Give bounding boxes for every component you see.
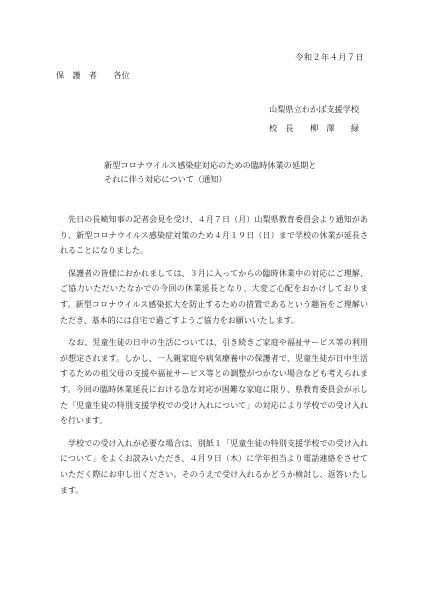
body-paragraph-1: 先日の長崎知事の記者会見を受け、４月７日（月）山梨県教育委員会より通知があり、新型コロナウイルス感染症対策のため４月１９日（日）まで学校の休業が延長されることになりました。: [60, 215, 368, 256]
subject-line-2: それに伴う対応について（通知）: [104, 174, 227, 184]
recipient-line: 保 護 者 各位: [56, 70, 130, 80]
body-paragraph-4: 学校での受け入れが必要な場合は、別紙１「児童生徒の特別支援学校での受け入れについて」をよくお読みいただき、４月９日（木）に学年担当より電話連絡をさせていただく際にお申し出ください。そのうえで受け入れるかどうか検討し、返答いたします。: [60, 438, 368, 495]
subject-line-1: 新型コロナウイルス感染症対応のための臨時休業の延期と: [104, 160, 317, 170]
document-body: [60, 212, 368, 505]
document-subject: [104, 158, 316, 186]
body-paragraph-2: 保護者の皆様におかれましては、３月に入ってからの臨時休業中の対応にご理解、ご協力いただいたなかでの今回の休業延長となり、大変ご心配をおかけしております。新型コロナウイルス感染拡大を防止するための措置であるという趣旨をご理解いただき、基本的には自宅で過ごすようご協力をお願いいたします。: [60, 268, 368, 325]
document-date: 令和２年４月７日: [295, 52, 364, 62]
sender-school: 山梨県立わかば支援学校: [269, 104, 360, 114]
sender-principal: 校 長 柳 澤 緑: [269, 123, 360, 133]
body-paragraph-3: なお、児童生徒の日中の生活については、引き続きご家庭や福祉サービス等の利用が想定されます。しかし、一人親家庭や病気療養中の保護者で、児童生徒が日中生活するための祖父母の支援や福祉サービス等との調整がつかない場合なども考えられます。今回の臨時休業延長における急な対応が困難な家庭に限り、県教育委員会が示した「児童生徒の特別支援学校での受け入れについて」の対応により学校での受け入れを行います。: [60, 338, 368, 426]
